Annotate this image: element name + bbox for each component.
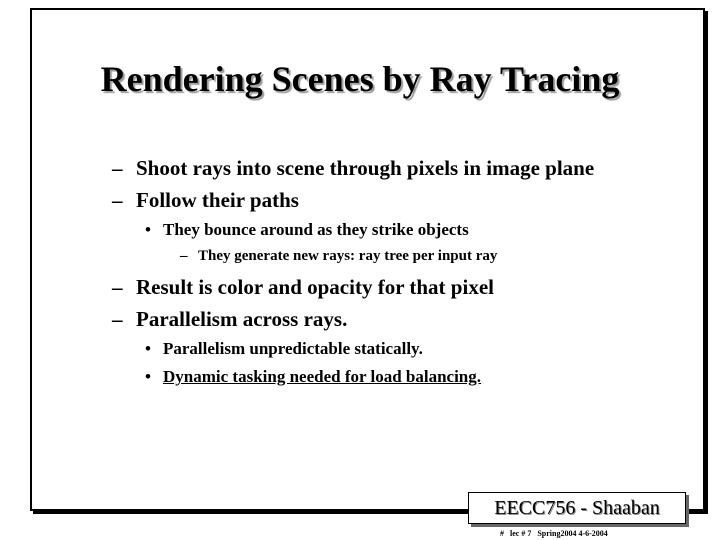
subbullet-dynamic-tasking [145,367,481,387]
footer-term-date: Spring2004 4-6-2004 [537,529,608,538]
bullet-follow-paths [112,188,299,213]
bullet-marker: • [145,339,151,358]
slide-footer [500,529,614,538]
slide-title: Rendering Scenes by Ray Tracing [100,59,620,99]
bullet-marker: • [145,220,151,239]
footer-hash: # [500,529,504,538]
bullet-text: Dynamic tasking needed for load balancing. [163,367,482,386]
bullet-text: Follow their paths [136,188,299,212]
subbullet-bounce [145,220,469,240]
subbullet-unpredictable [145,339,423,359]
course-badge [468,492,686,524]
course-badge-label: EECC756 - Shaaban [494,497,660,519]
bullet-text: Result is color and opacity for that pixel [136,275,494,299]
bullet-marker: – [112,188,123,212]
bullet-marker: – [112,307,123,331]
bullet-marker: • [145,367,151,386]
bullet-marker: – [180,248,188,264]
bullet-result-color [112,275,494,300]
bullet-parallelism-rays [112,307,347,332]
bullet-text: Parallelism across rays. [136,307,348,331]
bullet-text: Shoot rays into scene through pixels in image plane [136,156,595,180]
bullet-text: Parallelism unpredictable statically. [163,339,423,358]
bullet-text: They bounce around as they strike objects [163,220,469,239]
bullet-text: They generate new rays: ray tree per input ray [198,248,498,264]
footer-lecture: lec # 7 [510,529,532,538]
subsubbullet-new-rays [180,248,497,265]
bullet-shoot-rays [112,156,594,181]
bullet-marker: – [112,156,123,180]
bullet-marker: – [112,275,123,299]
